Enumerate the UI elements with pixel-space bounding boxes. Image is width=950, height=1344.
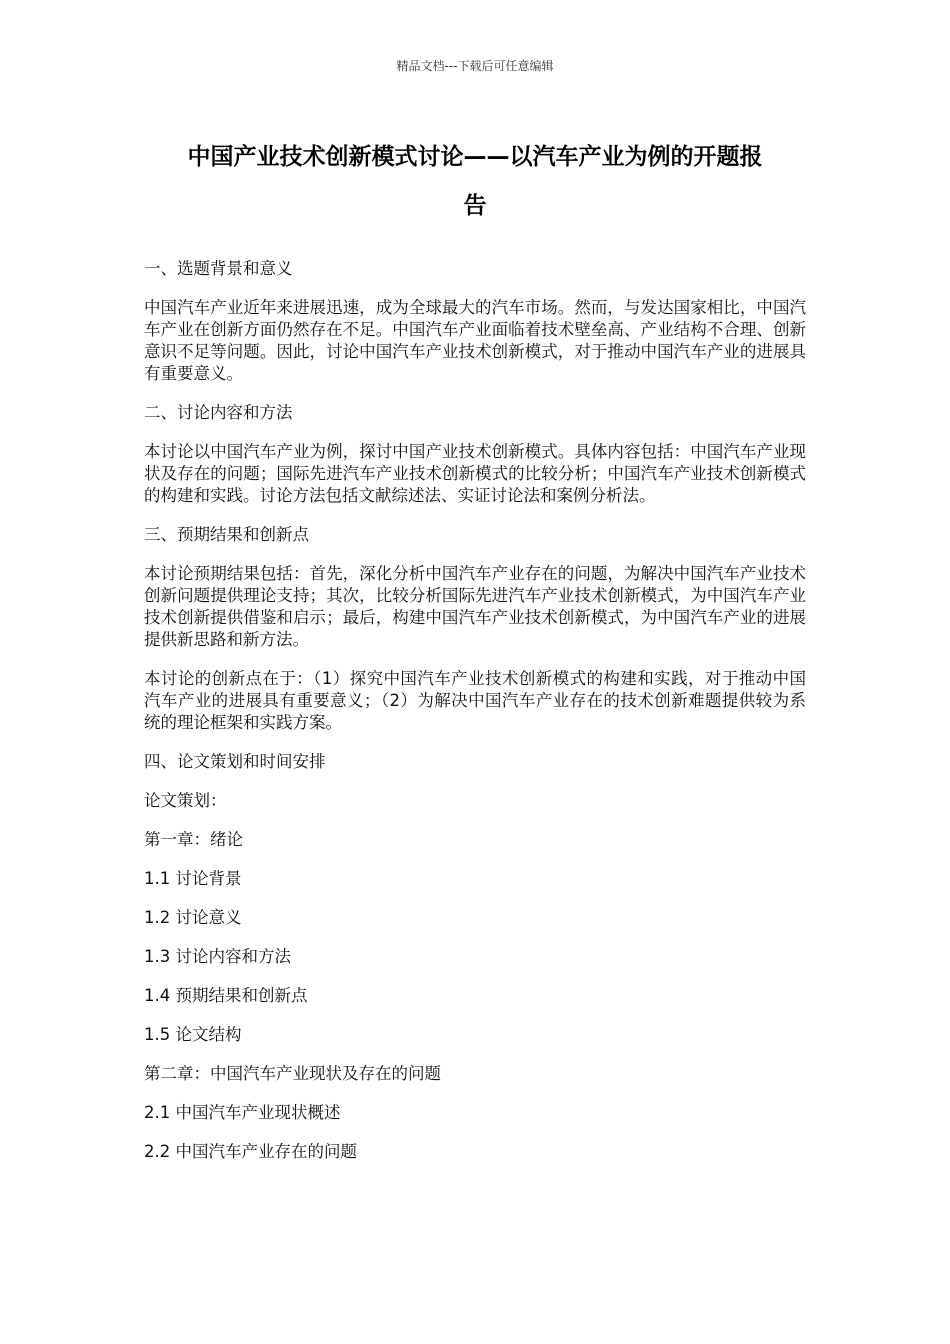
section-heading-background: 一、选题背景和意义: [144, 259, 293, 278]
outline-item-1-5: 1.5 论文结构: [144, 1025, 242, 1044]
paragraph-background: 中国汽车产业近年来进展迅速，成为全球最大的汽车市场。然而，与发达国家相比，中国汽车产业在创新方面仍然存在不足。中国汽车产业面临着技术壁垒高、产业结构不合理、创新意识不足等问题。因此，讨论中国汽车产业技术创新模式，对于推动中国汽车产业的进展具有重要意义。: [144, 298, 806, 383]
title-line-1: 中国产业技术创新模式讨论——以汽车产业为例的开题报: [187, 144, 763, 170]
section-heading-expected-results: 三、预期结果和创新点: [144, 525, 309, 544]
paragraph-expected-results: 本讨论预期结果包括：首先，深化分析中国汽车产业存在的问题，为解决中国汽车产业技术创新问题提供理论支持；其次，比较分析国际先进汽车产业技术创新模式，为中国汽车产业技术创新提供借鉴和启示；最后，构建中国汽车产业技术创新模式，为中国汽车产业的进展提供新思路和新方法。: [144, 564, 806, 649]
document-title: [145, 133, 805, 231]
outline-item-1-4: 1.4 预期结果和创新点: [144, 986, 308, 1005]
outline-chapter-2: 第二章：中国汽车产业现状及存在的问题: [144, 1064, 441, 1083]
document-body: [144, 258, 806, 1180]
outline-item-2-2: 2.2 中国汽车产业存在的问题: [144, 1142, 357, 1161]
section-heading-content-method: 二、讨论内容和方法: [144, 403, 293, 422]
section-heading-plan: 四、论文策划和时间安排: [144, 752, 326, 771]
header-note: 精品文档---下载后可任意编辑: [396, 59, 554, 73]
title-line-2: 告: [463, 193, 487, 219]
outline-item-1-2: 1.2 讨论意义: [144, 908, 242, 927]
paragraph-innovation: 本讨论的创新点在于：（1）探究中国汽车产业技术创新模式的构建和实践，对于推动中国汽车产业的进展具有重要意义；（2）为解决中国汽车产业存在的技术创新难题提供较为系统的理论框架和实践方案。: [144, 669, 806, 732]
paragraph-content-method: 本讨论以中国汽车产业为例，探讨中国产业技术创新模式。具体内容包括：中国汽车产业现状及存在的问题；国际先进汽车产业技术创新模式的比较分析；中国汽车产业技术创新模式的构建和实践。讨论方法包括文献综述法、实证讨论法和案例分析法。: [144, 442, 806, 505]
outline-item-2-1: 2.1 中国汽车产业现状概述: [144, 1103, 341, 1122]
outline-chapter-1: 第一章：绪论: [144, 830, 243, 849]
outline-item-1-1: 1.1 讨论背景: [144, 869, 242, 888]
outline-item-1-3: 1.3 讨论内容和方法: [144, 947, 291, 966]
outline-label: 论文策划：: [144, 791, 227, 810]
